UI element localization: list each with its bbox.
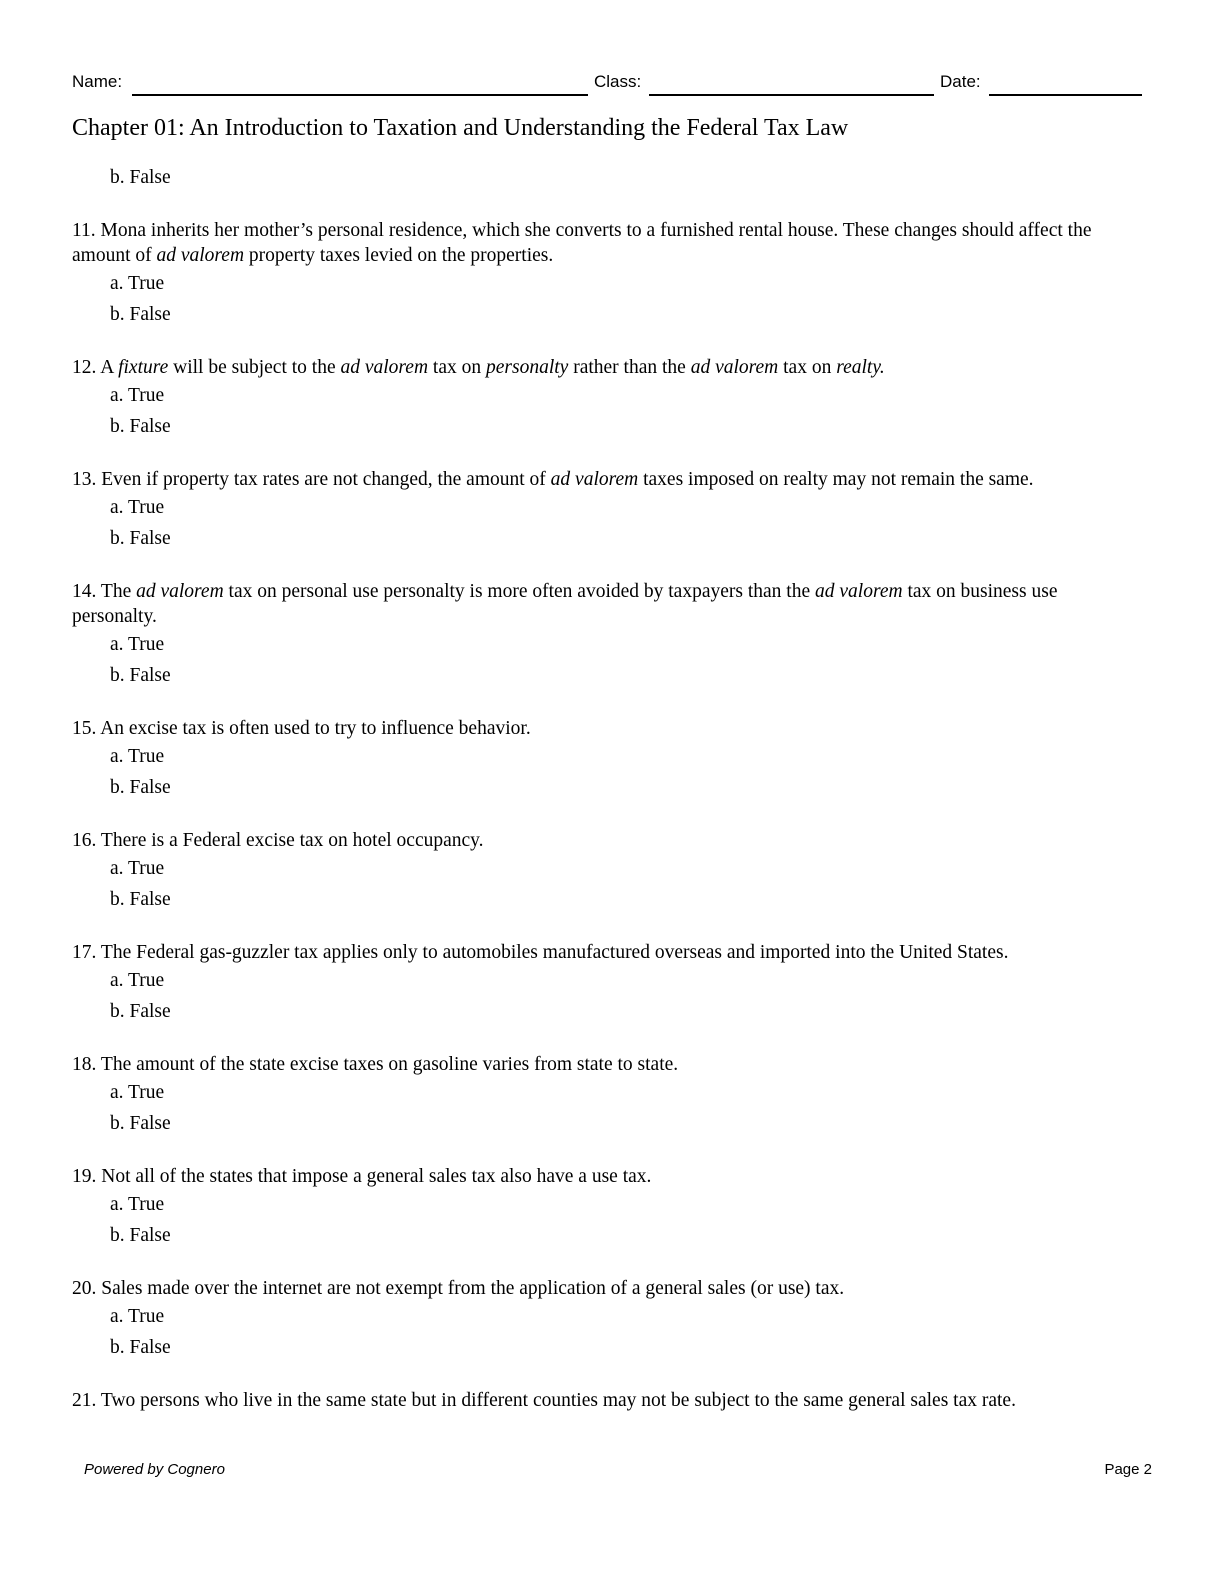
question-text-segment: A — [100, 357, 119, 378]
question-text — [72, 828, 1147, 853]
answer-option[interactable]: b. False — [110, 304, 171, 325]
answer-option[interactable]: a. True — [110, 1306, 165, 1327]
question — [72, 1052, 1147, 1142]
question-text-segment: There is a Federal excise tax on hotel occupancy. — [100, 830, 484, 851]
answer-option[interactable]: b. False — [110, 1337, 171, 1358]
question-text-segment: will be subject to the — [168, 357, 341, 378]
question — [72, 467, 1147, 557]
class-label: Class: — [594, 72, 642, 91]
question-number: 13. — [72, 469, 102, 490]
question-text — [72, 579, 1147, 629]
question-text-segment: tax on business use personalty. — [72, 581, 1058, 627]
question-number: 16. — [72, 830, 101, 851]
question-text-segment: The — [100, 581, 137, 602]
answer-option[interactable]: b. False — [110, 167, 171, 188]
page-number: Page 2 — [1104, 1461, 1152, 1478]
question-text — [72, 716, 1147, 741]
question-text — [72, 218, 1147, 268]
question-number: 21. — [72, 1390, 101, 1411]
answer-option[interactable]: a. True — [110, 858, 165, 879]
question-text-segment: Two persons who live in the same state but in different counties may not be subject to the same general sales tax rate. — [100, 1390, 1016, 1411]
answer-option[interactable]: b. False — [110, 528, 171, 549]
italic-term: ad valorem — [340, 357, 429, 378]
class-field[interactable] — [649, 94, 934, 96]
question — [72, 355, 1147, 445]
question-text-segment: tax on — [778, 357, 837, 378]
page-title: Chapter 01: An Introduction to Taxation and Understanding the Federal Tax Law — [72, 115, 849, 141]
question — [72, 716, 1147, 806]
question — [72, 218, 1147, 333]
question-list — [72, 165, 1147, 1416]
question-text-segment: tax on personal use personalty is more often avoided by taxpayers than the — [223, 581, 816, 602]
question-number: 18. — [72, 1054, 101, 1075]
question-number: 17. — [72, 942, 101, 963]
question-text-segment: Even if property tax rates are not changed, the amount of — [101, 469, 551, 490]
question — [72, 940, 1147, 1030]
answer-option[interactable]: b. False — [110, 777, 171, 798]
question-number: 15. — [72, 718, 101, 739]
italic-term: ad valorem — [156, 245, 245, 266]
italic-term: ad valorem — [690, 357, 779, 378]
italic-term: ad valorem — [136, 581, 224, 602]
italic-term: realty. — [836, 357, 885, 378]
question — [72, 1388, 1147, 1413]
question-text-segment: rather than the — [568, 357, 691, 378]
question — [72, 1164, 1147, 1254]
question-number: 12. — [72, 357, 101, 378]
answer-option[interactable]: a. True — [110, 1194, 165, 1215]
powered-by: Powered by Cognero — [84, 1461, 225, 1478]
question-text-segment: Sales made over the internet are not exempt from the application of a general sales (or use) tax. — [101, 1278, 845, 1299]
question-text — [72, 467, 1147, 492]
question-text-segment: The Federal gas-guzzler tax applies only to automobiles manufactured overseas and imported into the United States. — [100, 942, 1009, 963]
question-text-segment: Mona inherits her mother’s personal residence, which she converts to a furnished rental house. These changes should affect the amount of — [72, 220, 1092, 266]
answer-option[interactable]: b. False — [110, 1225, 171, 1246]
date-field[interactable] — [989, 94, 1142, 96]
question — [72, 579, 1147, 694]
question-text — [72, 1164, 1147, 1189]
question-text-segment: The amount of the state excise taxes on gasoline varies from state to state. — [100, 1054, 679, 1075]
question-text-segment: An excise tax is often used to try to influence behavior. — [100, 718, 531, 739]
name-label: Name: — [72, 72, 123, 91]
answer-option[interactable]: b. False — [110, 665, 171, 686]
header — [72, 72, 1142, 96]
answer-option[interactable]: b. False — [110, 889, 171, 910]
question-text — [72, 940, 1147, 965]
date-label: Date: — [940, 72, 981, 91]
answer-option[interactable]: b. False — [110, 1113, 171, 1134]
question-number: 19. — [72, 1166, 102, 1187]
question-text-segment: taxes imposed on realty may not remain the same. — [638, 469, 1034, 490]
question — [72, 828, 1147, 918]
italic-term: fixture — [118, 357, 169, 378]
question-text — [72, 1276, 1147, 1301]
answer-option[interactable]: a. True — [110, 385, 165, 406]
question-text — [72, 1388, 1147, 1413]
italic-term: ad valorem — [550, 469, 639, 490]
answer-option[interactable]: a. True — [110, 273, 165, 294]
answer-option[interactable]: a. True — [110, 634, 165, 655]
question-number: 20. — [72, 1278, 102, 1299]
answer-option[interactable]: b. False — [110, 1001, 171, 1022]
question-text-segment: tax on — [428, 357, 486, 378]
answer-option[interactable]: a. True — [110, 970, 165, 991]
italic-term: personalty — [486, 357, 569, 378]
answer-option[interactable]: a. True — [110, 497, 165, 518]
name-field[interactable] — [132, 94, 588, 96]
question-text — [72, 355, 1147, 380]
question-text-segment: property taxes levied on the properties. — [244, 245, 554, 266]
answer-option[interactable]: a. True — [110, 1082, 165, 1103]
question — [72, 1276, 1147, 1366]
answer-option[interactable]: a. True — [110, 746, 165, 767]
italic-term: ad valorem — [815, 581, 903, 602]
questions-container — [72, 218, 1147, 1413]
question-text-segment: Not all of the states that impose a general sales tax also have a use tax. — [101, 1166, 652, 1187]
question-text — [72, 1052, 1147, 1077]
answer-option[interactable]: b. False — [110, 416, 171, 437]
question-number: 11. — [72, 220, 101, 241]
question-number: 14. — [72, 581, 101, 602]
